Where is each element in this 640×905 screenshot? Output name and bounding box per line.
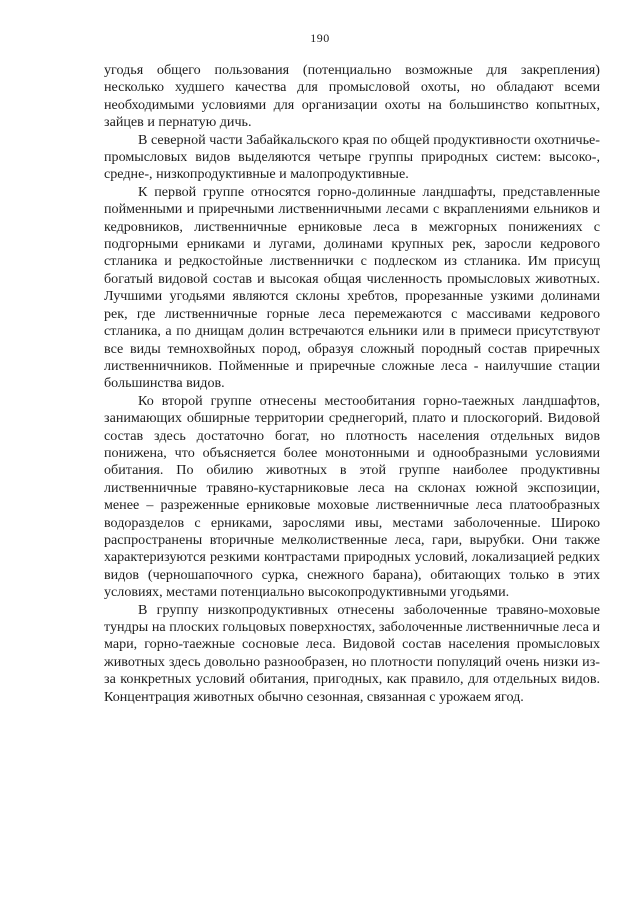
page-number: 190	[310, 31, 330, 45]
paragraph-4: Ко второй группе отнесены местообитания горно-таежных ландшафтов, занимающих обширные территории среднегорий, плато и плоскогорий. Видовой состав здесь достаточно богат, но плотность населения отдельных видов понижена, что объясняется более монотонными и однообразными условиями обитания. По обилию животных в этой группе наиболее продуктивны лиственничные травяно-кустарниковые леса на склонах южной экспозиции, менее – разреженные ерниковые моховые лиственничные леса платообразных водоразделов с ерниками, зарослями ивы, местами заболоченные. Широко распространены вторичные мелколиственные леса, гари, вырубки. Они также характеризуются резкими контрастами природных условий, локализацией редких видов (черношапочного сурка, снежного барана), обитающих только в этих условиях, местами потенциально высокопродуктивными угодьями.	[104, 392, 600, 601]
paragraph-3: К первой группе относятся горно-долинные ландшафты, представленные пойменными и приречными лиственничными лесами с вкраплениями ельников и кедровников, лиственничные ерниковые леса в межгорных понижениях с подгорными ерниками и лугами, долинами крупных рек, заросли кедрового стланика и редкостойные лиственнички с подлеском из стланика. Им присущ богатый видовой состав и высокая общая численность промысловых животных. Лучшими угодьями являются склоны хребтов, прорезанные узкими долинами рек, где лиственничные горные леса перемежаются с массивами кедрового стланика, а по днищам долин встречаются ельники или в примеси присутствуют все виды темнохвойных пород, образуя сложный породный состав приречных лиственничников. Пойменные и приречные сложные леса - наилучшие стации большинства видов.	[104, 183, 600, 392]
paragraph-2: В северной части Забайкальского края по общей продуктивности охотничье-промысловых видов выделяются четыре группы природных систем: высоко-, средне-, низкопродуктивные и малопродуктивные.	[104, 131, 600, 183]
body-text	[104, 62, 600, 706]
paragraph-1: угодья общего пользования (потенциально возможные для закрепления) несколько худшего качества для промысловой охоты, но обладают всеми необходимыми условиями для организации охоты на большинство копытных, зайцев и пернатую дичь.	[104, 62, 600, 131]
paragraph-5: В группу низкопродуктивных отнесены заболоченные травяно-моховые тундры на плоских гольцовых поверхностях, заболоченные лиственничные леса и мари, горно-таежные сосновые леса. Видовой состав населения промысловых животных здесь довольно разнообразен, но плотности популяций очень низки из-за конкретных условий обитания, пригодных, как правило, для отдельных видов. Концентрация животных обычно сезонная, связанная с урожаем ягод.	[104, 601, 600, 705]
